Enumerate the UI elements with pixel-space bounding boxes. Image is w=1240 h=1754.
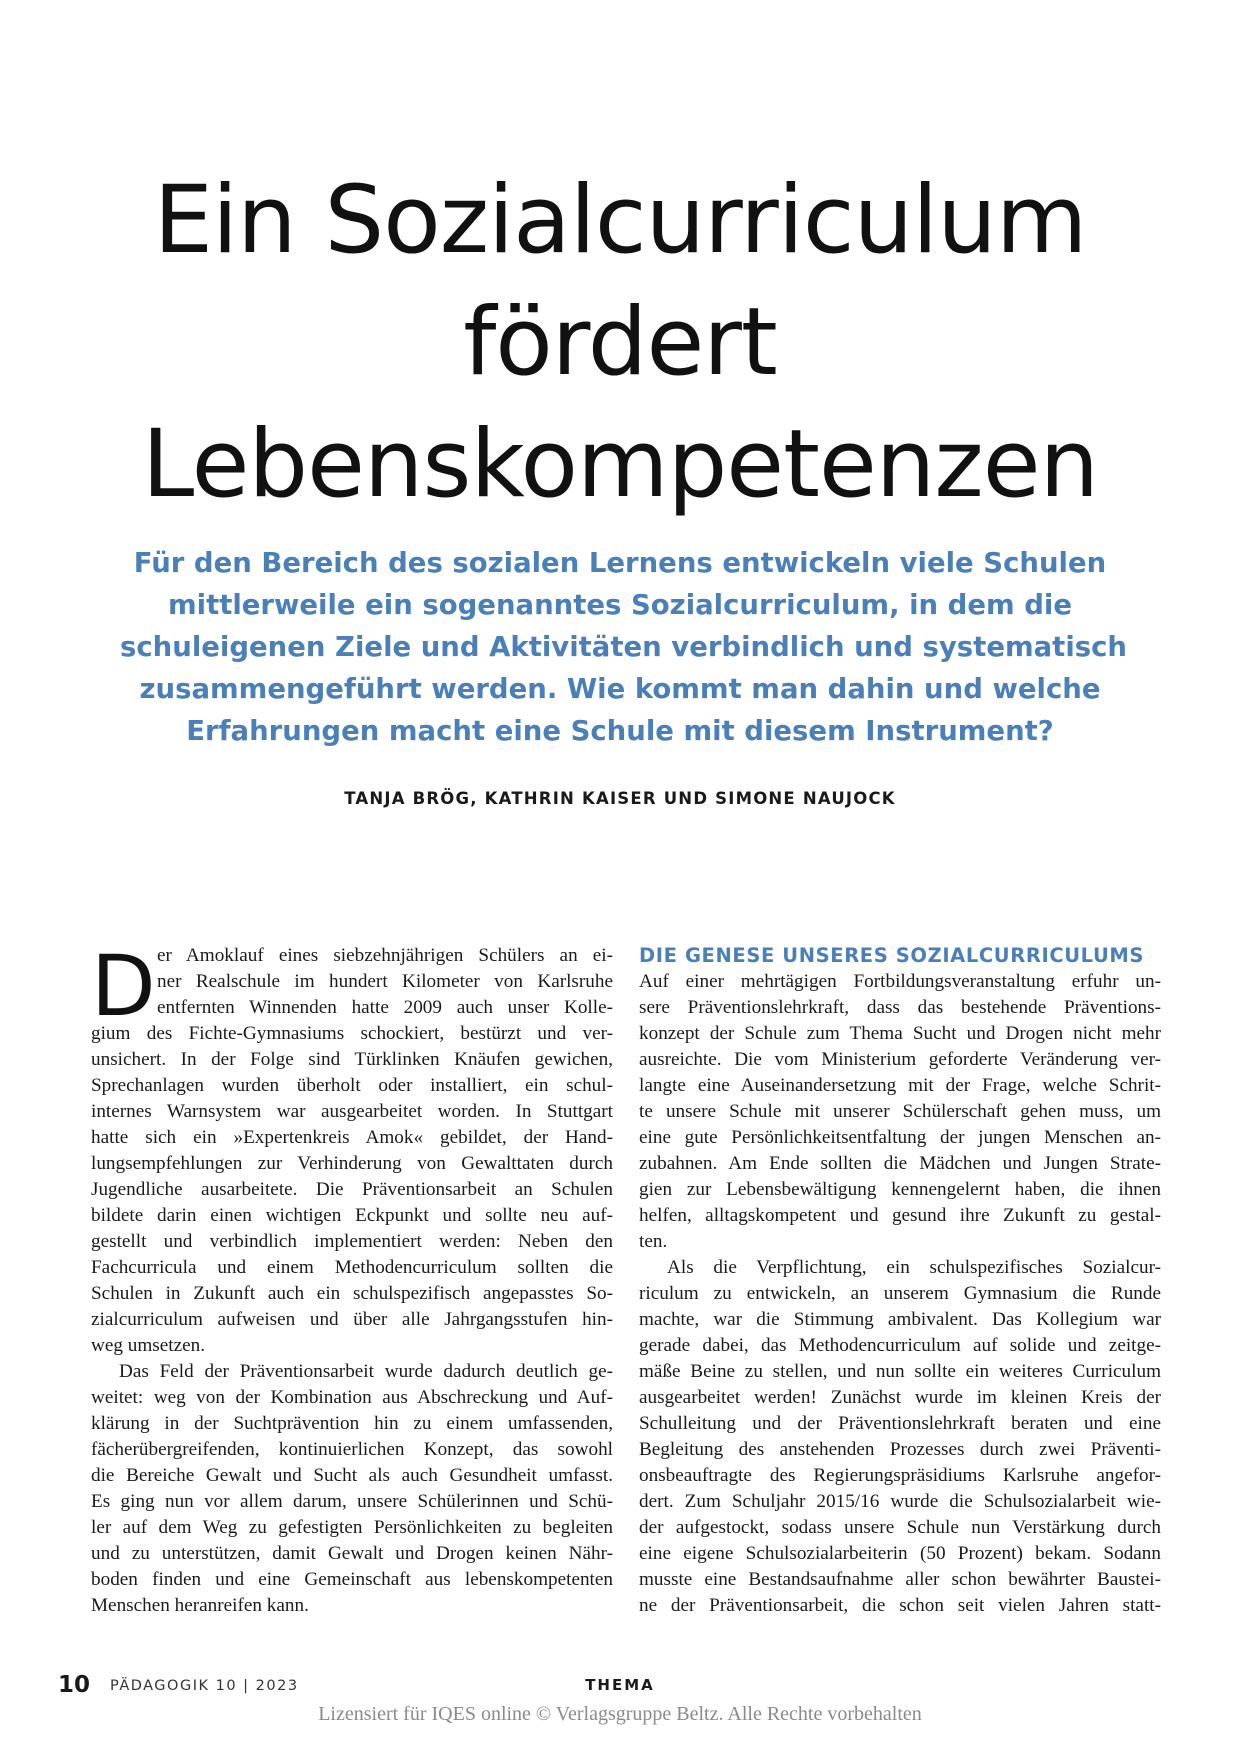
title-line: Lebenskompetenzen [141,410,1099,519]
text-line: Schulleitung und der Präventionslehrkraft beraten und eine [639,1413,1161,1434]
text-line: ler auf dem Weg zu gefestigten Persönlichkeiten zu begleiten [91,1517,613,1538]
text-line: Das Feld der Präventionsarbeit wurde dadurch deutlich ge- [119,1361,613,1382]
text-line: sere Präventionslehrkraft, dass das bestehende Präventions- [639,997,1161,1018]
magazine-issue: PÄDAGOGIK 10 | 2023 [110,1678,299,1694]
text-line: helfen, alltagskompetent und gesund ihre Zukunft zu gestal- [639,1205,1161,1226]
page-number: 10 [58,1672,91,1698]
text-line: hatte sich ein »Expertenkreis Amok« gebildet, der Hand- [91,1127,613,1148]
section-heading: DIE GENESE UNSERES SOZIALCURRICULUMS [639,944,1145,967]
section-label: THEMA [585,1676,655,1694]
text-line: boden finden und eine Gemeinschaft aus lebenskompetenten [91,1569,613,1590]
text-line: gerade dabei, das Methodencurriculum auf solide und zeitge- [639,1335,1161,1356]
lead-line: Erfahrungen macht eine Schule mit diesem Instrument? [186,715,1054,747]
text-line: langte eine Auseinandersetzung mit der Frage, welche Schrit- [639,1075,1161,1096]
text-line: fächerübergreifenden, kontinuierlichen Konzept, das sowohl [91,1439,613,1460]
text-line: die Bereiche Gewalt und Sucht als auch Gesundheit umfasst. [91,1465,613,1486]
text-line: eine eigene Schulsozialarbeiterin (50 Prozent) bekam. Sodann [639,1543,1161,1564]
text-line: gium des Fichte-Gymnasiums schockiert, bestürzt und ver- [91,1023,613,1044]
text-line: Auf einer mehrtägigen Fortbildungsveranstaltung erfuhr un- [639,971,1161,992]
left-column [91,937,613,1619]
text-line: lungsempfehlungen zur Verhinderung von Gewalttaten durch [91,1153,613,1174]
text-line: und zu unterstützen, damit Gewalt und Drogen keinen Nähr- [91,1543,613,1564]
drop-cap: D [91,937,156,1035]
lead-paragraph [120,542,1127,752]
lead-line: Für den Bereich des sozialen Lernens entwickeln viele Schulen [133,547,1107,579]
text-line: klärung in der Suchtprävention hin zu einem umfassenden, [91,1413,613,1434]
text-line: ne der Präventionsarbeit, die schon seit vielen Jahren statt- [639,1595,1161,1616]
text-line: machte, war die Stimmung ambivalent. Das Kollegium war [639,1309,1161,1330]
right-column [639,943,1161,1619]
license-notice: Lizensiert für IQES online © Verlagsgruppe Beltz. Alle Rechte vorbehalten [318,1703,922,1725]
text-line: Sprechanlagen wurden überholt oder installiert, ein schul- [91,1075,613,1096]
text-line: onsbeauftragte des Regierungspräsidiums Karlsruhe angefor- [639,1465,1161,1486]
text-line: Begleitung des anstehenden Prozesses durch zwei Präventi- [639,1439,1161,1460]
text-line: gien zur Lebensbewältigung kennengelernt haben, die ihnen [639,1179,1161,1200]
text-line: der aufgestockt, sodass unsere Schule nun Verstärkung durch [639,1517,1161,1538]
text-line: unsichert. In der Folge sind Türklinken Knäufen gewichen, [91,1049,613,1070]
text-line: weitet: weg von der Kombination aus Abschreckung und Auf- [91,1387,613,1408]
article-title [0,160,1240,526]
text-line: Jugendliche ausarbeitete. Die Präventionsarbeit an Schulen [91,1179,613,1200]
lead-line: zusammengeführt werden. Wie kommt man dahin und welche [139,673,1101,705]
text-line: eine gute Persönlichkeitsentfaltung der jungen Menschen an- [639,1127,1161,1148]
text-line: Als die Verpflichtung, ein schulspezifisches Sozialcur- [667,1257,1161,1278]
text-line: ausreichte. Die vom Ministerium geforderte Veränderung ver- [639,1049,1161,1070]
text-line: ten. [639,1231,668,1252]
text-line: Schulen in Zukunft auch ein schulspezifisch angepasstes So- [91,1283,613,1304]
text-line: zialcurriculum aufweisen und über alle Jahrgangsstufen hin- [91,1309,613,1330]
text-line: internes Warnsystem war ausgearbeitet worden. In Stuttgart [91,1101,613,1122]
text-line: Es ging nun vor allem darum, unsere Schülerinnen und Schü- [91,1491,613,1512]
text-line: gestellt und verbindlich implementiert werden: Neben den [91,1231,613,1252]
text-line: mäße Beine zu stellen, und nun sollte ein weiteres Curriculum [639,1361,1161,1382]
text-line: bildete darin einen wichtigen Eckpunkt und sollte neu auf- [91,1205,613,1226]
text-line: weg umsetzen. [91,1335,206,1356]
lead-line: mittlerweile ein sogenanntes Sozialcurriculum, in dem die [167,589,1072,621]
lead-line: schuleigenen Ziele und Aktivitäten verbindlich und systematisch [120,631,1127,663]
title-line: fördert [463,288,777,397]
text-line: zubahnen. Am Ende sollten die Mädchen und Jungen Strate- [639,1153,1161,1174]
text-line: Menschen heranreifen kann. [91,1595,309,1616]
text-line: riculum zu entwickeln, an unserem Gymnasium die Runde [639,1283,1161,1304]
text-line: ner Realschule im hundert Kilometer von Karlsruhe [157,971,613,992]
author-byline: TANJA BRÖG, KATHRIN KAISER UND SIMONE NAUJOCK [344,789,896,808]
text-line: ausgearbeitet werden! Zunächst wurde im kleinen Kreis der [639,1387,1161,1408]
text-line: musste eine Bestandsaufnahme aller schon bewährter Baustei- [639,1569,1161,1590]
text-line: entfernten Winnenden hatte 2009 auch unser Kolle- [157,997,613,1018]
title-line: Ein Sozialcurriculum [153,166,1087,275]
text-line: er Amoklauf eines siebzehnjährigen Schülers an ei- [157,945,613,966]
text-line: dert. Zum Schuljahr 2015/16 wurde die Schulsozialarbeit wie- [639,1491,1161,1512]
text-line: te unsere Schule mit unserer Schülerschaft gehen muss, um [639,1101,1161,1122]
text-line: Fachcurricula und einem Methodencurriculum sollten die [91,1257,613,1278]
text-line: konzept der Schule zum Thema Sucht und Drogen nicht mehr [639,1023,1161,1044]
